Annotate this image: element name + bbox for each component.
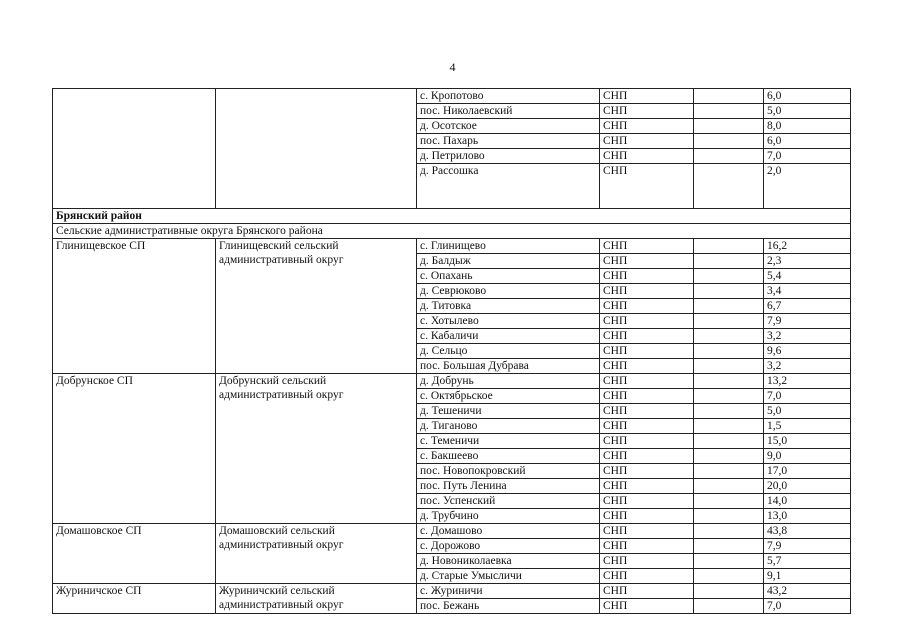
settlement-cell: пос. Большая Дубрава [417,359,600,374]
type-cell: СНП [600,164,694,209]
distance-cell: 20,0 [764,479,851,494]
empty-cell [694,134,764,149]
empty-cell [694,164,764,209]
distance-cell: 43,8 [764,524,851,539]
distance-cell: 5,0 [764,104,851,119]
type-cell: СНП [600,494,694,509]
type-cell: СНП [600,119,694,134]
type-cell: СНП [600,404,694,419]
empty-cell [694,554,764,569]
table-row [53,524,851,539]
settlement-cell: д. Петрилово [417,149,600,164]
settlement-cell: д. Рассошка [417,164,600,209]
type-cell: СНП [600,584,694,599]
settlement-cell: с. Хотылево [417,314,600,329]
settlement-cell: пос. Пахарь [417,134,600,149]
distance-cell: 6,7 [764,299,851,314]
type-cell: СНП [600,374,694,389]
settlements-table [52,88,851,614]
okrug-cell [216,89,417,209]
settlement-cell: с. Домашово [417,524,600,539]
settlement-cell: д. Севрюково [417,284,600,299]
region-subtitle-row [53,224,851,239]
settlement-cell: д. Тиганово [417,419,600,434]
type-cell: СНП [600,269,694,284]
settlement-cell: д. Старые Умысличи [417,569,600,584]
type-cell: СНП [600,104,694,119]
distance-cell: 7,0 [764,389,851,404]
empty-cell [694,269,764,284]
distance-cell: 17,0 [764,464,851,479]
empty-cell [694,254,764,269]
type-cell: СНП [600,599,694,614]
empty-cell [694,569,764,584]
type-cell: СНП [600,89,694,104]
empty-cell [694,89,764,104]
distance-cell: 5,4 [764,269,851,284]
distance-cell: 5,7 [764,554,851,569]
sp-cell [53,89,216,209]
type-cell: СНП [600,284,694,299]
settlement-cell: д. Трубчино [417,509,600,524]
settlements-table-body [53,89,851,614]
page-number: 4 [449,60,456,74]
empty-cell [694,329,764,344]
settlement-cell: с. Бакшеево [417,449,600,464]
empty-cell [694,449,764,464]
region-subtitle: Сельские административные округа Брянского района [53,224,851,239]
settlement-cell: с. Глинищево [417,239,600,254]
settlement-cell: д. Титовка [417,299,600,314]
okrug-name-cell: Журиничский сельский административный округ [216,584,417,614]
distance-cell: 13,2 [764,374,851,389]
type-cell: СНП [600,479,694,494]
distance-cell: 13,0 [764,509,851,524]
distance-cell: 2,0 [764,164,851,209]
type-cell: СНП [600,344,694,359]
type-cell: СНП [600,569,694,584]
empty-cell [694,299,764,314]
distance-cell: 3,2 [764,359,851,374]
table-row [53,584,851,599]
type-cell: СНП [600,359,694,374]
empty-cell [694,539,764,554]
settlement-cell: пос. Новопокровский [417,464,600,479]
distance-cell: 14,0 [764,494,851,509]
empty-cell [694,524,764,539]
empty-cell [694,314,764,329]
distance-cell: 3,4 [764,284,851,299]
distance-cell: 9,1 [764,569,851,584]
distance-cell: 6,0 [764,134,851,149]
type-cell: СНП [600,554,694,569]
distance-cell: 15,0 [764,434,851,449]
type-cell: СНП [600,314,694,329]
empty-cell [694,344,764,359]
settlement-cell: с. Дорожово [417,539,600,554]
settlement-cell: с. Октябрьское [417,389,600,404]
type-cell: СНП [600,134,694,149]
settlement-cell: д. Осотское [417,119,600,134]
empty-cell [694,149,764,164]
type-cell: СНП [600,464,694,479]
empty-cell [694,479,764,494]
type-cell: СНП [600,509,694,524]
empty-cell [694,419,764,434]
type-cell: СНП [600,419,694,434]
distance-cell: 7,0 [764,599,851,614]
type-cell: СНП [600,329,694,344]
empty-cell [694,389,764,404]
settlement-cell: пос. Бежань [417,599,600,614]
sp-name-cell: Домашовское СП [53,524,216,584]
empty-cell [694,119,764,134]
settlement-cell: д. Добрунь [417,374,600,389]
empty-cell [694,464,764,479]
distance-cell: 2,3 [764,254,851,269]
type-cell: СНП [600,239,694,254]
region-title: Брянский район [53,209,851,224]
distance-cell: 7,9 [764,314,851,329]
distance-cell: 7,0 [764,149,851,164]
okrug-name-cell: Глинищевский сельский административный округ [216,239,417,374]
sp-name-cell: Журиничское СП [53,584,216,614]
empty-cell [694,509,764,524]
settlement-cell: пос. Николаевский [417,104,600,119]
distance-cell: 5,0 [764,404,851,419]
distance-cell: 1,5 [764,419,851,434]
distance-cell: 8,0 [764,119,851,134]
settlement-cell: с. Теменичи [417,434,600,449]
distance-cell: 6,0 [764,89,851,104]
settlement-cell: д. Сельцо [417,344,600,359]
distance-cell: 16,2 [764,239,851,254]
empty-cell [694,494,764,509]
okrug-name-cell: Добрунский сельский административный округ [216,374,417,524]
settlement-cell: с. Журиничи [417,584,600,599]
type-cell: СНП [600,524,694,539]
type-cell: СНП [600,434,694,449]
settlement-cell: с. Кабаличи [417,329,600,344]
empty-cell [694,239,764,254]
empty-cell [694,374,764,389]
sp-name-cell: Глинищевское СП [53,239,216,374]
sp-name-cell: Добрунское СП [53,374,216,524]
empty-cell [694,584,764,599]
empty-cell [694,284,764,299]
table-row [53,239,851,254]
settlement-cell: д. Новониколаевка [417,554,600,569]
distance-cell: 43,2 [764,584,851,599]
type-cell: СНП [600,149,694,164]
type-cell: СНП [600,449,694,464]
distance-cell: 3,2 [764,329,851,344]
settlement-cell: д. Тешеничи [417,404,600,419]
distance-cell: 9,6 [764,344,851,359]
empty-cell [694,599,764,614]
empty-cell [694,404,764,419]
type-cell: СНП [600,254,694,269]
okrug-name-cell: Домашовский сельский административный округ [216,524,417,584]
settlement-cell: д. Балдыж [417,254,600,269]
type-cell: СНП [600,389,694,404]
type-cell: СНП [600,539,694,554]
settlement-cell: пос. Успенский [417,494,600,509]
settlement-cell: с. Кропотово [417,89,600,104]
table-row [53,89,851,104]
settlement-cell: пос. Путь Ленина [417,479,600,494]
empty-cell [694,434,764,449]
distance-cell: 7,9 [764,539,851,554]
empty-cell [694,104,764,119]
distance-cell: 9,0 [764,449,851,464]
table-row [53,374,851,389]
empty-cell [694,359,764,374]
region-title-row [53,209,851,224]
settlement-cell: с. Опахань [417,269,600,284]
type-cell: СНП [600,299,694,314]
